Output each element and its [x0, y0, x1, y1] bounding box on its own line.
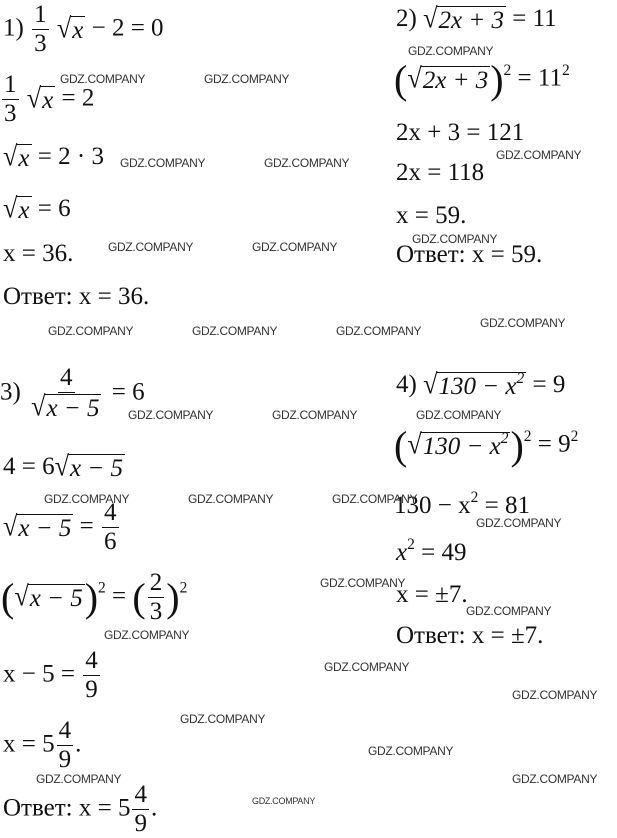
- watermark: GDZ.COMPANY: [48, 324, 134, 338]
- exponent: 2: [407, 536, 415, 554]
- p3-line-5: [3, 648, 102, 704]
- equation-rest: = 2 · 3: [31, 143, 104, 170]
- watermark: GDZ.COMPANY: [408, 44, 494, 58]
- p1-line-5: x = 36.: [3, 240, 74, 267]
- watermark: GDZ.COMPANY: [336, 324, 422, 338]
- denominator: 9: [134, 810, 147, 838]
- equation-left: 4 = 6: [3, 453, 55, 480]
- watermark: GDZ.COMPANY: [204, 72, 290, 86]
- answer-word: Ответ:: [3, 283, 73, 310]
- exponent: 2: [570, 427, 579, 445]
- p1-label: 1): [3, 14, 24, 42]
- p3-line-3: [3, 500, 121, 556]
- p2-line-3: 2x + 3 = 121: [396, 119, 525, 146]
- watermark: GDZ.COMPANY: [108, 240, 194, 254]
- watermark: GDZ.COMPANY: [180, 712, 266, 726]
- equation-rest: = 11: [505, 5, 557, 32]
- denominator: 3: [149, 598, 163, 626]
- watermark: GDZ.COMPANY: [272, 408, 358, 422]
- answer-value: x = 5: [78, 794, 131, 822]
- sqrt-icon: √: [54, 450, 70, 483]
- p2-line-1: [396, 2, 557, 35]
- numerator: 4: [57, 718, 74, 746]
- sqrt-icon: √: [407, 428, 422, 460]
- radical: [31, 391, 101, 423]
- equation-rest: = 81: [478, 492, 530, 519]
- p2-line-2: [394, 57, 570, 102]
- equation-rest: = 6: [31, 195, 71, 222]
- watermark: GDZ.COMPANY: [252, 240, 338, 254]
- fraction: [2, 72, 19, 128]
- radical: [407, 62, 490, 94]
- p3-label: 3): [0, 378, 21, 406]
- right-paren: ): [490, 57, 504, 102]
- left-paren: (: [394, 423, 408, 468]
- p3-line-2: [3, 450, 125, 483]
- numerator: 4: [58, 365, 75, 393]
- sqrt-icon: √: [3, 510, 18, 542]
- right-paren: ): [84, 574, 99, 620]
- period: .: [150, 794, 158, 822]
- exponent: 2: [500, 430, 509, 448]
- radicand: x − 5: [70, 455, 123, 483]
- radical: [3, 140, 32, 173]
- exponent: 2: [523, 427, 532, 445]
- watermark: GDZ.COMPANY: [60, 72, 146, 86]
- numerator: 4: [132, 782, 149, 810]
- p3-line-6: [3, 718, 81, 774]
- equation-left: x − 5 =: [3, 660, 82, 688]
- radicand: 2x + 3: [422, 66, 489, 94]
- denominator: 9: [85, 676, 98, 704]
- left-paren: (: [1, 574, 15, 620]
- p3-line-1: [0, 365, 145, 423]
- exponent: 2: [98, 579, 106, 597]
- numerator: 2: [148, 570, 165, 598]
- radicand: x: [18, 145, 30, 173]
- radicand: x: [42, 86, 54, 114]
- numerator: 1: [32, 2, 49, 30]
- radicand: x − 5: [29, 584, 83, 612]
- watermark: GDZ.COMPANY: [368, 744, 454, 758]
- equation-rest: = 11: [511, 64, 562, 92]
- p3-answer: [3, 782, 157, 838]
- p4-line-5: x = ±7.: [396, 581, 468, 608]
- sqrt-icon: √: [14, 580, 29, 612]
- answer-value: x = 36.: [78, 283, 150, 310]
- equation-left: 130 − x: [394, 492, 471, 519]
- p1-answer: [3, 284, 149, 309]
- p1-line-1: [3, 2, 164, 58]
- radicand: x − 5: [46, 395, 100, 423]
- left-paren: (: [132, 574, 146, 620]
- fraction: [148, 570, 165, 626]
- answer-value: x = ±7.: [471, 622, 544, 649]
- radicand: [437, 372, 527, 400]
- numerator: 1: [2, 72, 19, 100]
- answer-word: Ответ:: [396, 622, 466, 649]
- radicand-base: 130 − x: [422, 432, 501, 460]
- watermark: GDZ.COMPANY: [512, 772, 598, 786]
- fraction: [102, 500, 119, 556]
- watermark: GDZ.COMPANY: [120, 156, 206, 170]
- sqrt-icon: √: [423, 2, 438, 35]
- right-paren: ): [510, 423, 524, 468]
- watermark: GDZ.COMPANY: [496, 148, 582, 162]
- denominator: 9: [58, 746, 72, 774]
- p1-line-3: [3, 140, 104, 173]
- radical: [56, 12, 86, 44]
- sqrt-icon: √: [56, 12, 72, 44]
- denominator: [29, 393, 103, 422]
- equation-left: x: [396, 539, 408, 566]
- p2-label: 2): [396, 5, 417, 32]
- numerator: 4: [83, 648, 100, 676]
- numerator: 4: [102, 500, 119, 528]
- watermark: GDZ.COMPANY: [188, 492, 274, 506]
- watermark: GDZ.COMPANY: [324, 660, 410, 674]
- radicand: x: [72, 16, 84, 44]
- sqrt-icon: √: [423, 368, 438, 401]
- p2-line-4: 2x = 118: [396, 159, 485, 186]
- radical: [3, 510, 73, 542]
- watermark: GDZ.COMPANY: [192, 324, 278, 338]
- p4-answer: [396, 623, 543, 648]
- radicand-base: 130 − x: [438, 373, 517, 401]
- p4-label: 4): [396, 371, 417, 398]
- equals: =: [73, 512, 100, 540]
- equation-rest: = 9: [531, 430, 571, 458]
- watermark: GDZ.COMPANY: [264, 156, 350, 170]
- denominator: 6: [104, 528, 117, 556]
- denominator: 3: [34, 30, 47, 58]
- sqrt-icon: √: [3, 192, 18, 225]
- fraction: [83, 648, 100, 704]
- watermark: GDZ.COMPANY: [466, 604, 552, 618]
- equation-rest: = 2: [55, 84, 95, 112]
- right-paren: ): [166, 574, 180, 620]
- exponent: 2: [516, 370, 525, 388]
- equation-rest: = 9: [526, 371, 566, 398]
- exponent: 2: [561, 61, 570, 79]
- watermark: GDZ.COMPANY: [476, 516, 562, 530]
- p4-line-4: [396, 536, 467, 566]
- equation-rest: = 6: [105, 378, 145, 406]
- denominator: 3: [4, 100, 17, 128]
- p2-line-5: x = 59.: [396, 202, 467, 229]
- p3-line-4: [1, 570, 187, 626]
- radicand: x − 5: [18, 514, 72, 542]
- exponent: 2: [470, 489, 479, 507]
- radicand: x: [18, 197, 30, 225]
- sqrt-icon: √: [407, 62, 422, 94]
- p1-line-4: [3, 192, 71, 225]
- radicand: 2x + 3: [438, 7, 504, 35]
- equation-rest: = 49: [414, 539, 467, 566]
- equals: =: [105, 582, 133, 610]
- period: .: [75, 730, 82, 758]
- equation-left: x = 5: [3, 730, 55, 758]
- answer-word: Ответ:: [3, 794, 73, 822]
- watermark: GDZ.COMPANY: [128, 408, 214, 422]
- radical: [423, 368, 526, 401]
- radical: [54, 450, 125, 483]
- watermark: GDZ.COMPANY: [412, 232, 498, 246]
- exponent: 2: [179, 579, 188, 597]
- watermark: GDZ.COMPANY: [320, 576, 406, 590]
- watermark: GDZ.COMPANY: [104, 628, 190, 642]
- sqrt-icon: √: [31, 391, 46, 423]
- fraction: [29, 365, 103, 423]
- watermark: GDZ.COMPANY: [44, 492, 130, 506]
- radical: [14, 580, 84, 612]
- sqrt-icon: √: [3, 140, 18, 173]
- equation-rest: − 2 = 0: [85, 14, 164, 42]
- answer-word: Ответ:: [396, 241, 466, 268]
- watermark: GDZ.COMPANY: [252, 796, 316, 806]
- watermark: GDZ.COMPANY: [512, 688, 598, 702]
- radical: [26, 82, 56, 114]
- fraction: [57, 718, 74, 774]
- radical: [407, 428, 510, 460]
- watermark: GDZ.COMPANY: [480, 316, 566, 330]
- watermark: GDZ.COMPANY: [332, 492, 418, 506]
- sqrt-icon: √: [26, 82, 42, 114]
- answer-value: x = 59.: [471, 241, 543, 268]
- watermark: GDZ.COMPANY: [416, 408, 502, 422]
- p4-line-2: [394, 423, 579, 468]
- p4-line-1: [396, 368, 566, 401]
- radical: [423, 2, 506, 35]
- radical: [3, 192, 32, 225]
- left-paren: (: [394, 57, 408, 102]
- watermark: GDZ.COMPANY: [36, 772, 122, 786]
- fraction: [132, 782, 149, 838]
- radicand: [421, 432, 511, 460]
- exponent: 2: [503, 61, 512, 79]
- fraction: [32, 2, 49, 58]
